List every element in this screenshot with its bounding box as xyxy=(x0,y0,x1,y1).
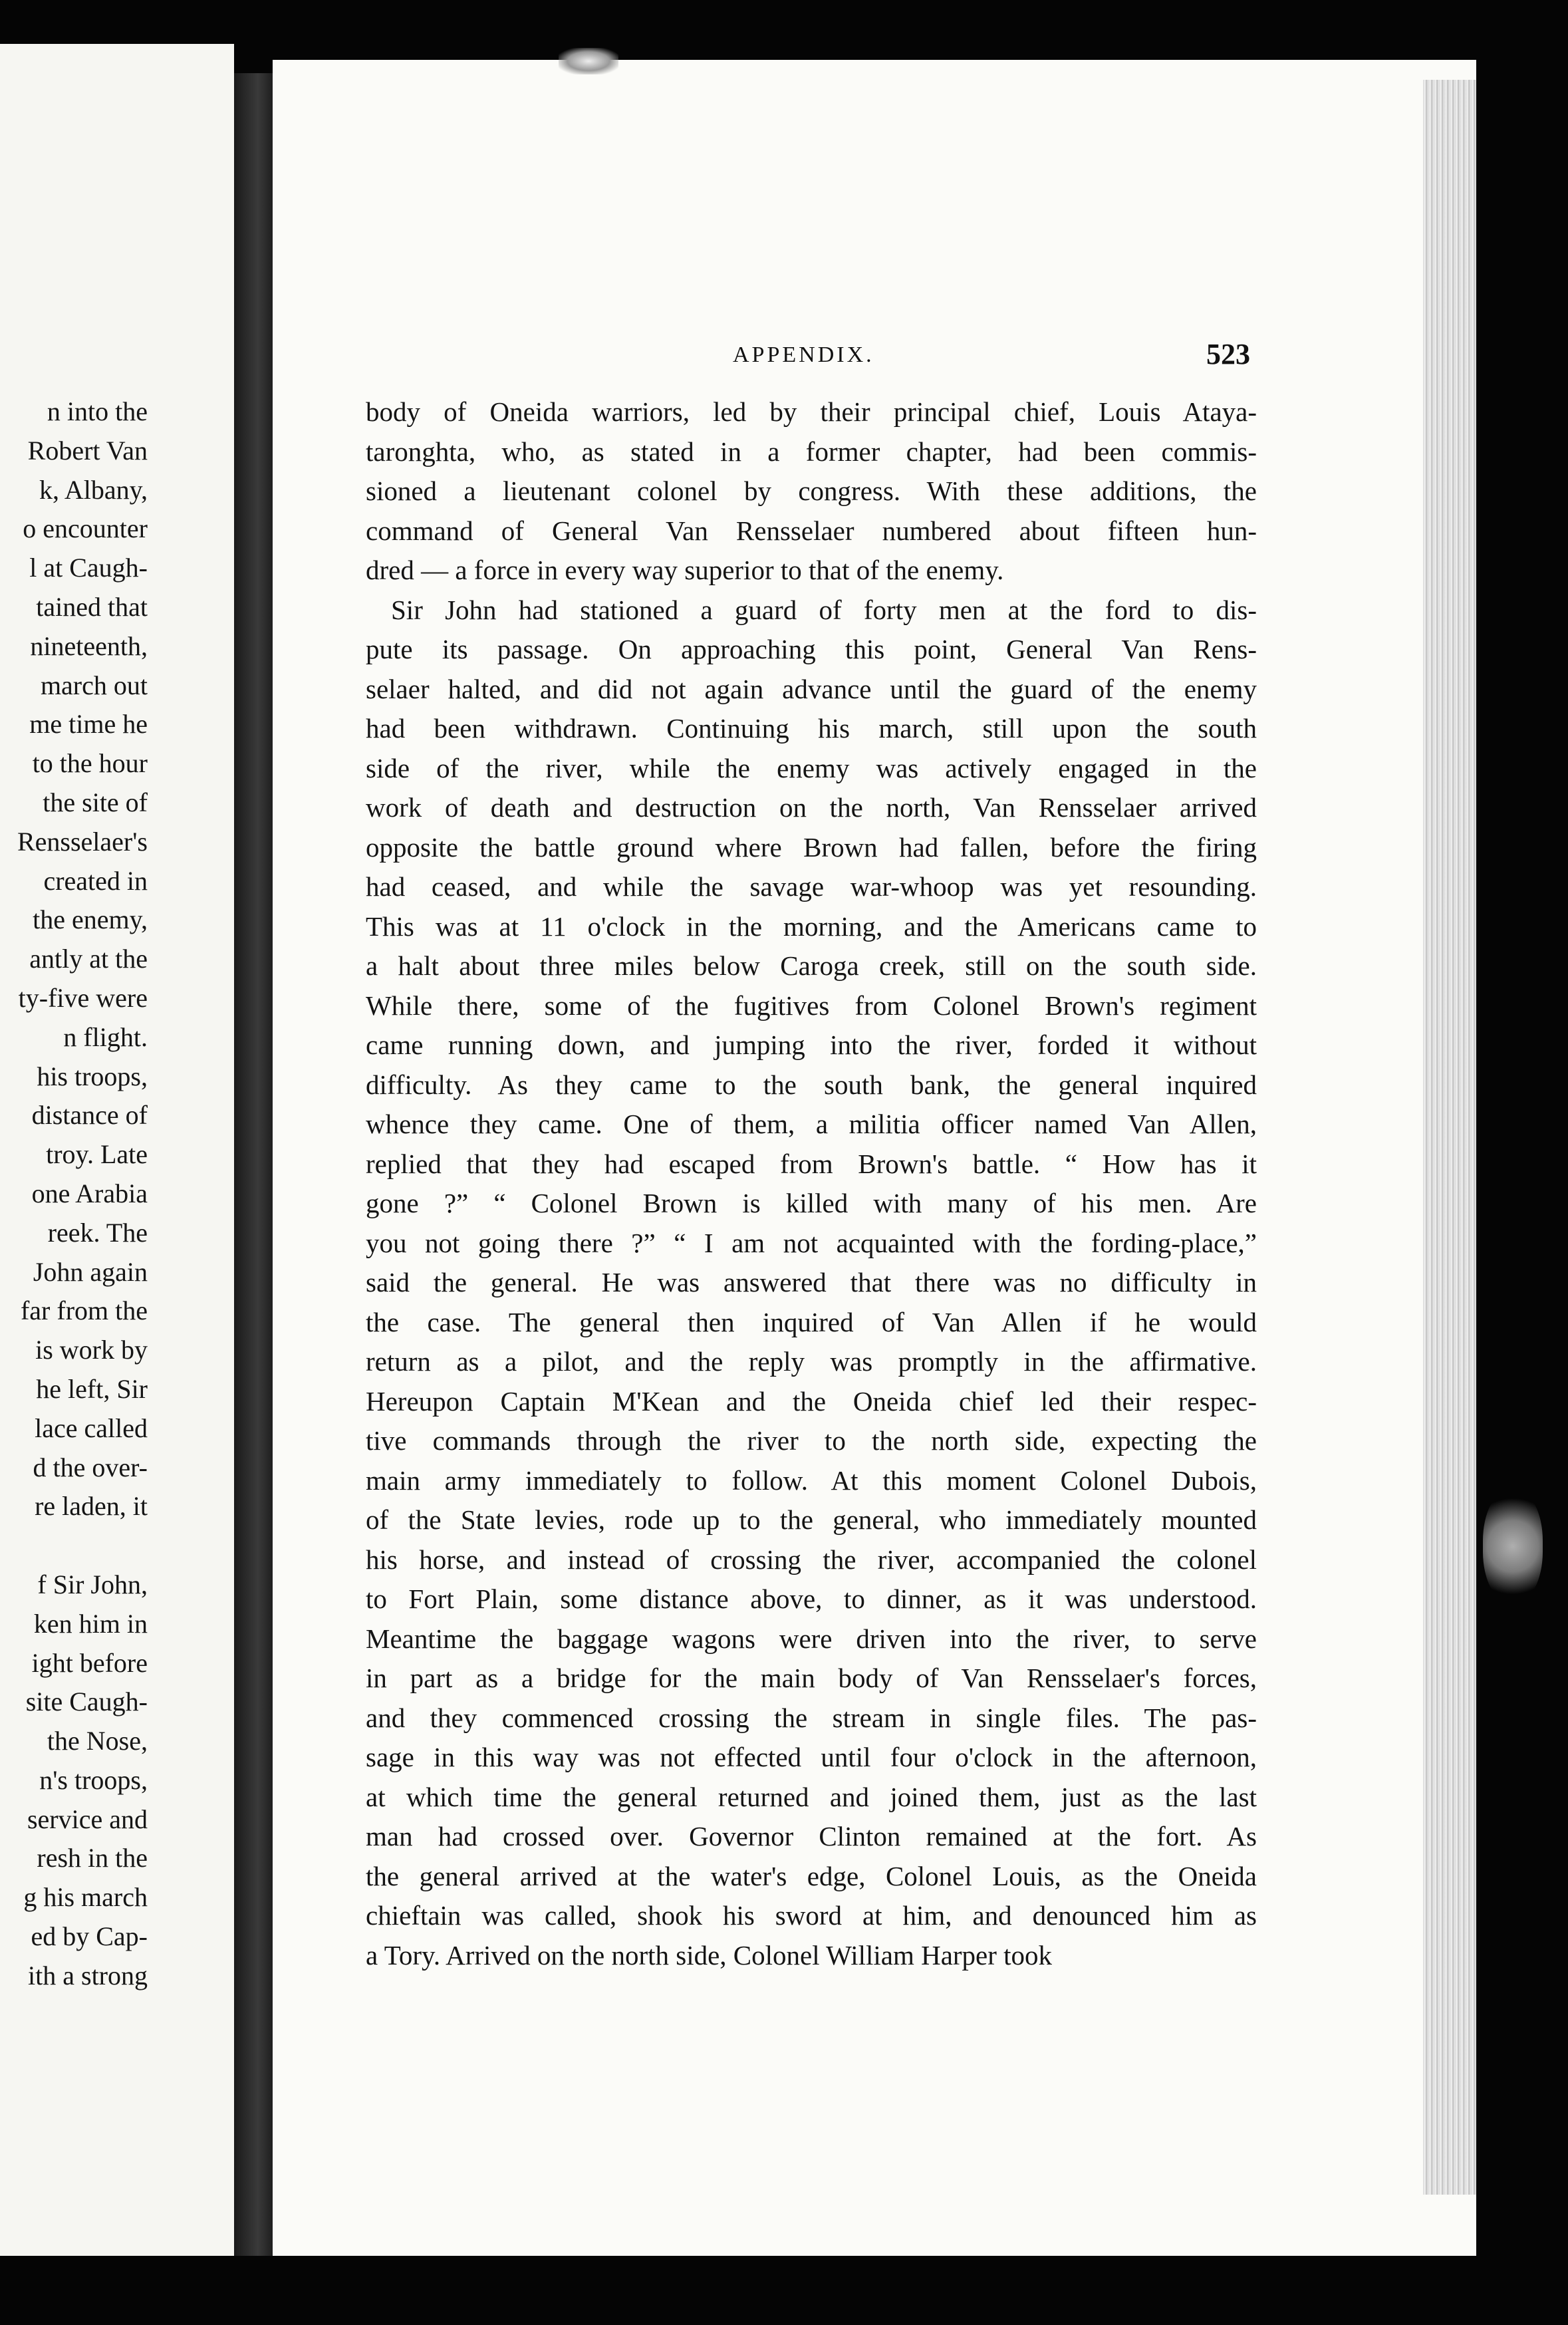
left-page-fragment: to the hour xyxy=(32,748,148,779)
text-line: While there, some of the fugitives from Colonel Brown's regiment xyxy=(366,990,1257,1021)
page-number: 523 xyxy=(1206,338,1250,370)
text-line: in part as a bridge for the main body of Van Rensselaer's forces, xyxy=(366,1663,1257,1693)
text-line: came running down, and jumping into the river, forded it without xyxy=(366,1029,1257,1060)
text-line: Sir John had stationed a guard of forty men at the ford to dis- xyxy=(391,594,1257,625)
text-line: said the general. He was answered that there was no difficulty in xyxy=(366,1267,1257,1298)
running-head-title: APPENDIX. xyxy=(733,342,874,367)
text-line: man had crossed over. Governor Clinton remained at the fort. As xyxy=(366,1821,1257,1851)
left-page-fragment: resh in the xyxy=(37,1843,148,1873)
text-line: and they commenced crossing the stream in single files. The pas- xyxy=(366,1702,1257,1733)
left-page-fragment: n into the xyxy=(47,396,148,426)
text-line: the case. The general then inquired of Van Allen if he would xyxy=(366,1306,1257,1337)
text-line: tive commands through the river to the north side, expecting the xyxy=(366,1425,1257,1456)
text-line: dred — a force in every way superior to that of the enemy. xyxy=(366,555,1004,585)
page-edges xyxy=(1423,80,1476,2195)
text-line: side of the river, while the enemy was actively engaged in the xyxy=(366,752,1257,783)
left-page-fragment: reek. The xyxy=(47,1217,148,1248)
body-text xyxy=(366,392,1257,1975)
left-page-fragment: k, Albany, xyxy=(39,474,148,505)
text-line: to Fort Plain, some distance above, to dinner, as it was understood. xyxy=(366,1583,1257,1614)
left-page-fragment: antly at the xyxy=(29,944,148,974)
left-page-fragment: lace called xyxy=(35,1413,148,1443)
text-line: gone ?” “ Colonel Brown is killed with many of his men. Are xyxy=(366,1188,1257,1218)
left-page-fragment: ith a strong xyxy=(28,1960,148,1990)
left-page-fragment: his troops, xyxy=(37,1061,148,1091)
left-page-fragment: tained that xyxy=(36,591,148,622)
text-line: chieftain was called, shook his sword at him, and denounced him as xyxy=(366,1900,1257,1931)
left-page-fragment xyxy=(0,1526,148,1566)
left-page-fragment: is work by xyxy=(35,1335,148,1365)
text-line: sioned a lieutenant colonel by congress. With these additions, the xyxy=(366,476,1257,506)
left-page-fragment: re laden, it xyxy=(35,1491,148,1522)
left-page-fragment: troy. Late xyxy=(46,1139,148,1170)
text-line: had been withdrawn. Continuing his march, still upon the south xyxy=(366,713,1257,744)
text-line: return as a pilot, and the reply was promptly in the affirmative. xyxy=(366,1346,1257,1377)
text-line: work of death and destruction on the north, Van Rensselaer arrived xyxy=(366,792,1257,823)
text-line: his horse, and instead of crossing the river, accompanied the colonel xyxy=(366,1544,1257,1575)
left-page-fragment: site Caugh- xyxy=(25,1687,148,1717)
text-line: command of General Van Rensselaer numbered about fifteen hun- xyxy=(366,515,1257,546)
left-page-fragment: ed by Cap- xyxy=(31,1921,148,1952)
left-page-fragment: the enemy, xyxy=(33,904,148,935)
left-page-fragment: ty-five were xyxy=(18,982,148,1013)
text-line: main army immediately to follow. At this moment Colonel Dubois, xyxy=(366,1464,1257,1496)
left-page-fragment: created in xyxy=(43,865,148,896)
left-page-fragment: nineteenth, xyxy=(30,630,148,661)
text-line: Meantime the baggage wagons were driven into the river, to serve xyxy=(366,1623,1257,1654)
text-line: a halt about three miles below Caroga creek, still on the south side. xyxy=(366,950,1257,981)
left-page-fragment: ight before xyxy=(31,1647,148,1678)
text-line: at which time the general returned and joined them, just as the last xyxy=(366,1781,1257,1812)
left-page-fragment: o encounter xyxy=(23,513,148,544)
running-head xyxy=(366,336,1250,382)
page-tear-mark xyxy=(559,48,618,74)
text-line: body of Oneida warriors, led by their principal chief, Louis Ataya- xyxy=(366,396,1257,427)
text-line: Hereupon Captain M'Kean and the Oneida chief led their respec- xyxy=(366,1385,1257,1417)
text-line: a Tory. Arrived on the north side, Colonel William Harper took xyxy=(366,1939,1053,1971)
left-page-fragment: l at Caugh- xyxy=(29,553,148,583)
left-page-fragment: far from the xyxy=(20,1296,148,1326)
text-line: pute its passage. On approaching this point, General Van Rens- xyxy=(366,634,1257,664)
paper-blemish xyxy=(1483,1490,1543,1603)
left-page-fragment: the site of xyxy=(43,787,148,817)
text-line: you not going there ?” “ I am not acquainted with the fording-place,” xyxy=(366,1227,1257,1258)
left-page-fragment: one Arabia xyxy=(31,1178,148,1208)
left-page-fragment: march out xyxy=(40,670,148,700)
left-page-fragment: d the over- xyxy=(33,1452,148,1482)
text-line: whence they came. One of them, a militia officer named Van Allen, xyxy=(366,1109,1257,1139)
text-line: taronghta, who, as stated in a former chapter, had been commis- xyxy=(366,436,1257,467)
left-page-fragment: the Nose, xyxy=(47,1726,148,1756)
left-page-fragment: n's troops, xyxy=(39,1764,148,1795)
text-line: sage in this way was not effected until four o'clock in the afternoon, xyxy=(366,1742,1257,1772)
left-page-fragment: g his march xyxy=(23,1882,148,1913)
left-page-fragment: John again xyxy=(33,1256,148,1287)
left-page-fragment: service and xyxy=(27,1804,148,1834)
left-page-fragment: ken him in xyxy=(33,1608,148,1639)
left-page-fragment: distance of xyxy=(31,1100,148,1131)
left-page-fragment: f Sir John, xyxy=(37,1569,148,1599)
text-line: replied that they had escaped from Brown's battle. “ How has it xyxy=(366,1148,1257,1179)
left-page-fragment: Robert Van xyxy=(27,435,148,466)
left-page-fragment: n flight. xyxy=(63,1022,148,1052)
text-line: the general arrived at the water's edge, Colonel Louis, as the Oneida xyxy=(366,1860,1257,1891)
text-line: of the State levies, rode up to the general, who immediately mounted xyxy=(366,1504,1257,1535)
left-page-fragment: me time he xyxy=(29,709,148,740)
text-line: This was at 11 o'clock in the morning, and the Americans came to xyxy=(366,910,1257,942)
left-page-fragment: Rensselaer's xyxy=(17,826,148,857)
text-line: selaer halted, and did not again advance until the guard of the enemy xyxy=(366,673,1257,704)
text-line: had ceased, and while the savage war-whoop was yet resounding. xyxy=(366,871,1257,902)
left-page-fragment: he left, Sir xyxy=(36,1373,148,1404)
left-page-text-fragments xyxy=(0,392,148,1996)
text-line: opposite the battle ground where Brown had fallen, before the firing xyxy=(366,831,1257,863)
text-line: difficulty. As they came to the south bank, the general inquired xyxy=(366,1069,1257,1100)
